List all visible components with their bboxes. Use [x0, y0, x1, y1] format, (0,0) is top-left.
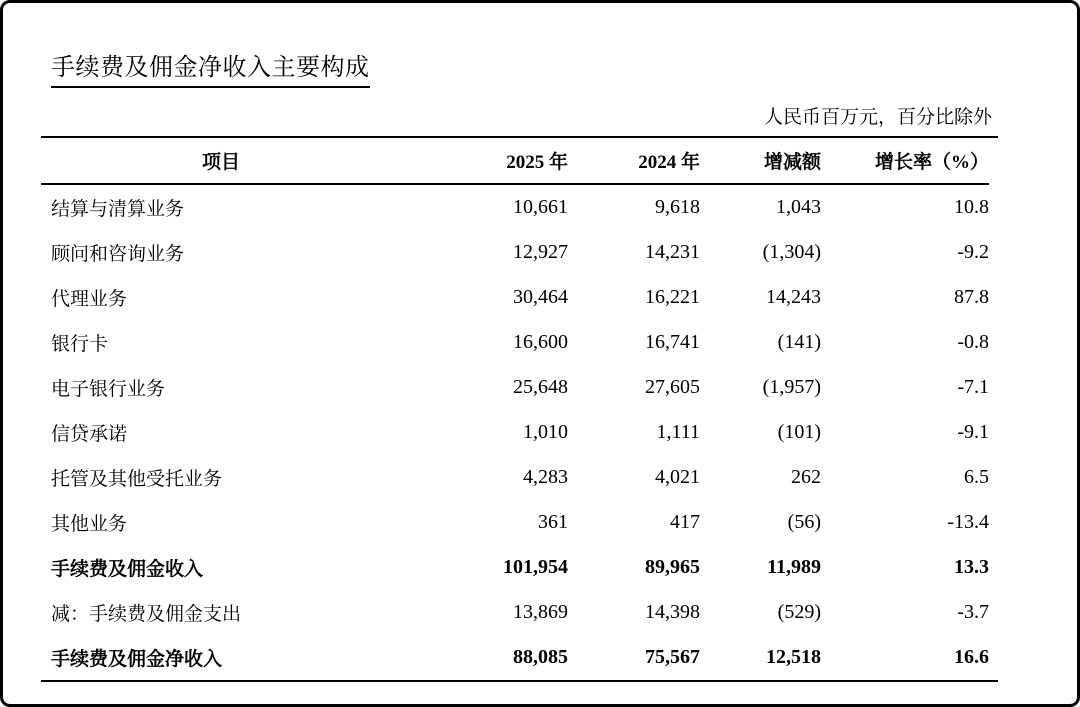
- row-value-change: 14,243: [766, 285, 821, 308]
- row-label: 顾问和咨询业务: [51, 243, 185, 265]
- table-row: [41, 500, 989, 545]
- table-row: [41, 275, 989, 320]
- row-value-v2024: 75,567: [645, 645, 700, 668]
- row-value-change: (101): [777, 420, 821, 443]
- row-value-change: 1,043: [776, 195, 821, 218]
- row-value-v2025: 16,600: [513, 330, 568, 353]
- row-value-v2024: 16,221: [645, 285, 700, 308]
- row-value-rate: 10.8: [954, 195, 989, 218]
- table-row: [41, 230, 989, 275]
- row-value-change: 11,989: [767, 555, 821, 578]
- row-value-change: (56): [787, 510, 821, 533]
- row-value-v2024: 1,111: [656, 420, 700, 443]
- row-value-rate: -7.1: [957, 375, 989, 398]
- fee-commission-table: [41, 136, 998, 682]
- row-value-rate: -0.8: [957, 330, 989, 353]
- row-value-v2024: 9,618: [655, 195, 700, 218]
- row-value-change: (529): [777, 600, 821, 623]
- row-value-v2024: 4,021: [655, 465, 700, 488]
- row-label: 信贷承诺: [51, 423, 128, 445]
- row-label: 电子银行业务: [51, 378, 166, 400]
- row-label: 代理业务: [51, 288, 128, 310]
- row-value-v2025: 361: [538, 510, 568, 533]
- row-label: 手续费及佣金净收入: [51, 648, 223, 670]
- row-value-rate: 13.3: [954, 555, 989, 578]
- column-header-2025: 2025 年: [506, 151, 568, 173]
- row-value-change: (1,957): [762, 375, 821, 398]
- column-header-change: 增减额: [763, 151, 821, 173]
- row-value-rate: 6.5: [964, 465, 989, 488]
- column-header-growth-rate: 增长率（%）: [874, 151, 989, 173]
- page-content: [3, 3, 1077, 682]
- table-row: [41, 365, 989, 410]
- row-label: 托管及其他受托业务: [51, 468, 223, 490]
- row-value-v2025: 10,661: [513, 195, 568, 218]
- row-value-v2024: 14,398: [645, 600, 700, 623]
- table-row: [41, 545, 989, 590]
- table-row: [41, 185, 989, 230]
- table-row: [41, 590, 989, 635]
- page-title: 手续费及佣金净收入主要构成: [51, 55, 370, 88]
- row-value-v2025: 101,954: [503, 555, 568, 578]
- row-label: 减：手续费及佣金支出: [51, 603, 242, 625]
- row-value-rate: 16.6: [954, 645, 989, 668]
- table-row: [41, 320, 989, 365]
- row-value-v2024: 89,965: [645, 555, 700, 578]
- row-value-rate: -13.4: [947, 510, 989, 533]
- table-header-row: [41, 138, 989, 185]
- row-value-v2025: 13,869: [513, 600, 568, 623]
- row-value-rate: -9.2: [957, 240, 989, 263]
- row-value-v2025: 30,464: [513, 285, 568, 308]
- row-value-v2025: 88,085: [513, 645, 568, 668]
- row-value-rate: 87.8: [954, 285, 989, 308]
- row-value-v2025: 1,010: [523, 420, 568, 443]
- column-header-2024: 2024 年: [638, 151, 700, 173]
- column-header-item: 项目: [201, 151, 240, 173]
- row-label: 其他业务: [51, 513, 128, 535]
- table-body: [41, 185, 989, 680]
- row-label: 结算与清算业务: [51, 198, 185, 220]
- row-value-v2024: 16,741: [645, 330, 700, 353]
- row-value-v2025: 4,283: [523, 465, 568, 488]
- row-value-v2025: 25,648: [513, 375, 568, 398]
- row-value-rate: -3.7: [957, 600, 989, 623]
- row-value-v2024: 27,605: [645, 375, 700, 398]
- row-label: 手续费及佣金收入: [51, 558, 204, 580]
- table-row: [41, 635, 989, 680]
- table-row: [41, 410, 989, 455]
- currency-unit-note: 人民币百万元，百分比除外: [763, 106, 992, 128]
- row-value-v2024: 417: [670, 510, 700, 533]
- row-value-v2025: 12,927: [513, 240, 568, 263]
- row-value-change: 12,518: [766, 645, 821, 668]
- row-value-change: 262: [791, 465, 821, 488]
- row-value-rate: -9.1: [957, 420, 989, 443]
- table-row: [41, 455, 989, 500]
- row-label: 银行卡: [51, 333, 109, 355]
- row-value-change: (1,304): [762, 240, 821, 263]
- row-value-change: (141): [777, 330, 821, 353]
- row-value-v2024: 14,231: [645, 240, 700, 263]
